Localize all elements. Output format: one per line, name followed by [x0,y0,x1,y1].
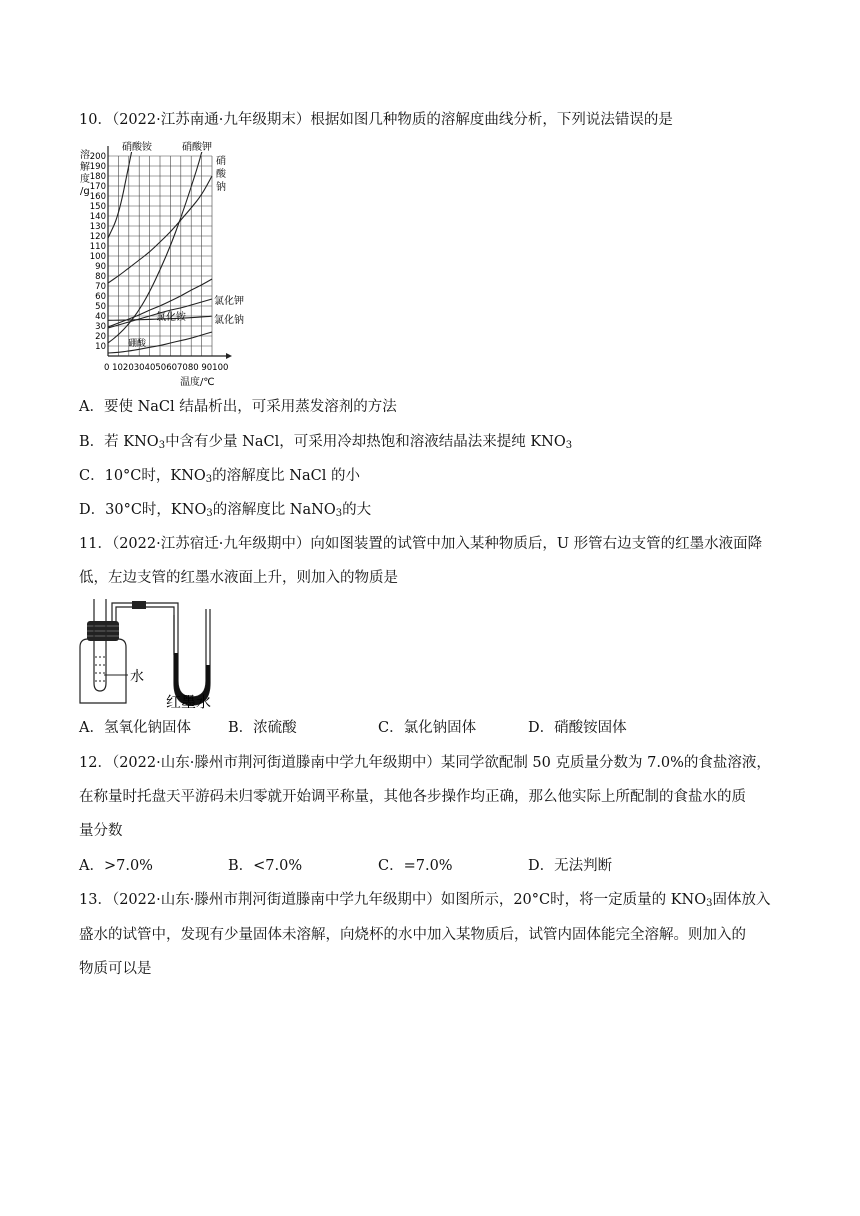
curve-硝酸铵 [108,140,139,238]
q10-option-d: D．30°C时，$KNO_3$的溶解度比 NaNO$_3$的大 [79,502,372,519]
y-tick-label: 10 [95,342,106,352]
q11-option-b: B．浓硫酸 [228,720,297,736]
label-red-ink: 红墨水 [166,693,212,711]
y-tick-label: 90 [95,262,106,272]
y-tick-label: 200 [89,152,106,162]
q12-stem-line-1: 12．（2022·山东·滕州市荆河街道滕南中学九年级期中）某同学欲配制 50 克质量分数为 7.0%的食盐溶液， [79,755,771,771]
x-axis-arrow [226,353,232,359]
label-potassium-nitrate: 硝酸钾 [182,142,212,153]
xlabel: 温度/℃ [180,377,215,388]
q10-option-c: C．10°C时，$KNO_3$的溶解度比 NaCl 的小 [79,468,360,485]
q12-stem-line-2: 在称量时托盘天平游码未归零就开始调平称量，其他各步操作均正确，那么他实际上所配制的食盐水的质 [79,789,746,805]
label-potassium-chloride: 氯化钾 [214,296,244,307]
q10-stem: 10．（2022·江苏南通·九年级期末）根据如图几种物质的溶解度曲线分析，下列说法错误的是 [79,112,673,128]
y-tick-label: 190 [89,162,106,172]
label-sodium-chloride: 氯化钠 [214,315,244,326]
y-tick-label: 20 [95,332,106,342]
label-sodium-nitrate-1: 硝 [216,156,226,167]
q10-option-a: A．要使 NaCl 结晶析出，可采用蒸发溶剂的方法 [79,399,397,415]
bottle [80,639,126,703]
ylabel-3: 度 [80,174,90,185]
y-tick-label: 70 [95,282,106,292]
q11-option-c: C．氯化钠固体 [378,720,477,736]
y-tick-label: 40 [95,312,106,322]
q10-option-b: B．若 $KNO_3$中含有少量 NaCl，可采用冷却热饱和溶液结晶法来提纯 $KNO_3$ [79,434,573,451]
xticks: 0 1020304050607080 90100 [104,363,229,373]
q11-stem-line-2: 低，左边支管的红墨水液面上升，则加入的物质是 [79,570,398,586]
label-sodium-nitrate-2: 酸 [216,169,226,180]
q11-option-d: D．硝酸铵固体 [528,720,627,736]
label-boric-acid: 硼酸 [128,339,147,349]
y-tick-label: 130 [89,222,106,232]
y-tick-label: 110 [89,242,106,252]
q13-stem-line-1: 13．（2022·山东·滕州市荆河街道滕南中学九年级期中）如图所示，20°C时，将一定质量的 $KNO_3$固体放入 [79,892,771,909]
y-tick-label: 60 [95,292,106,302]
u-tube [174,609,210,705]
q13-stem-line-2: 盛水的试管中，发现有少量固体未溶解，向烧杯的水中加入某物质后，试管内固体能完全溶解。则加入的 [79,927,746,943]
y-tick-label: 80 [95,272,106,282]
test-tube [94,599,106,691]
y-tick-label: 50 [95,302,106,312]
y-tick-label: 30 [95,322,106,332]
q12-option-c: C．=7.0% [378,858,453,874]
label-ammonium-chloride: 氯化铵 [156,312,186,323]
q12-option-d: D．无法判断 [528,858,613,874]
u-tube-apparatus [74,595,224,711]
label-ammonium-nitrate: 硝酸铵 [122,142,152,153]
connecting-tube [112,601,178,655]
q11-stem-line-1: 11．（2022·江苏宿迁·九年级期中）向如图装置的试管中加入某种物质后，U 形管右边支管的红墨水液面降 [79,536,763,552]
ylabel-1: 溶 [80,150,90,161]
y-tick-label: 140 [89,212,106,222]
label-water: 水 [130,669,144,685]
y-tick-label: 160 [89,192,106,202]
q12-option-b: B．<7.0% [228,858,303,874]
ylabel-4: /g [80,186,90,197]
q13-stem-line-3: 物质可以是 [79,961,152,977]
chart-grid [108,156,212,356]
stopper [87,621,119,641]
y-tick-label: 100 [89,252,106,262]
y-tick-label: 170 [89,182,106,192]
solubility-chart [70,140,260,392]
chart-yticks [90,152,106,352]
ylabel-2: 解 [80,162,90,173]
y-tick-label: 120 [89,232,106,242]
y-tick-label: 150 [89,202,106,212]
label-sodium-nitrate-3: 钠 [216,182,226,193]
q12-stem-line-3: 量分数 [79,823,123,839]
q11-option-a: A．氢氧化钠固体 [79,720,191,736]
q12-option-a: A．>7.0% [79,858,153,874]
y-tick-label: 180 [89,172,106,182]
